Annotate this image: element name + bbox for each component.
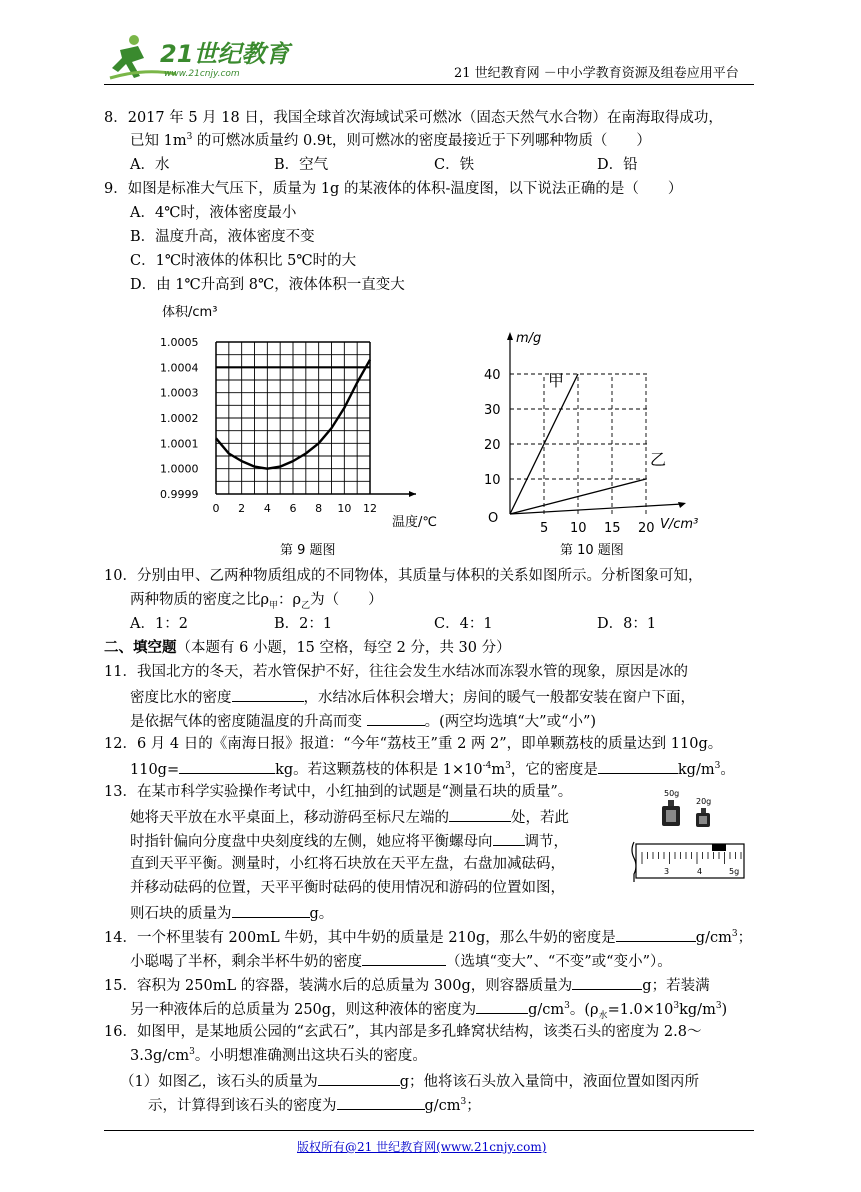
x-tick-label: 10 xyxy=(337,502,352,515)
q10-line1: 10．分别由甲、乙两种物质组成的不同物体，其质量与体积的关系如图所示。分析图象可知， xyxy=(104,568,703,584)
q13-line3: 时指针偏向分度盘中央刻度线的左侧，她应将平衡螺母向 调节， xyxy=(130,830,568,852)
y-axis-label: m/g xyxy=(516,331,542,346)
figure-9-chart xyxy=(150,298,437,560)
q8-line2: 已知 $1m^3$ 的可燃冰质量约 0.9t，则可燃冰的密度最接近于下列哪种物质（ ） xyxy=(130,132,651,149)
footer-copyright-link[interactable]: 版权所有@21 世纪教育网(www.21cnjy.com) xyxy=(297,1140,547,1154)
y-tick-label: 10 xyxy=(484,473,501,488)
x-axis-arrow xyxy=(409,491,416,497)
x-tick-label: 2 xyxy=(238,502,246,515)
q13-line2: 她将天平放在水平桌面上，移动游码至标尺左端的 处，若此 xyxy=(130,806,569,828)
q11-line3: 是依据气体的密度随温度的升高而变 。(两空均选填“大”或“小”) xyxy=(130,710,596,732)
q10-line2: 两种物质的密度之比$\rho_甲$：$\rho_乙$为（ ） xyxy=(130,592,383,611)
q13-line6: 则石块的质量为 g。 xyxy=(130,902,333,924)
footer-rule xyxy=(104,1130,754,1131)
fig10-caption: 第 10 题图 xyxy=(560,543,624,558)
answer-blank[interactable] xyxy=(232,902,310,918)
q8-option-c: C．铁 xyxy=(434,157,475,173)
x-tick-label: 6 xyxy=(289,502,297,515)
q16-line2: $3.3g/cm^3$。小明想准确测出这块石头的密度。 xyxy=(130,1047,427,1064)
y-tick-label: 1.0003 xyxy=(160,386,199,400)
weight-50g-icon xyxy=(662,789,680,826)
x-tick-label: 10 xyxy=(570,521,587,536)
x-axis-arrow xyxy=(678,502,686,508)
x-tick-label: 0 xyxy=(212,502,220,515)
q12-line2: 110g= kg。若这颗荔枝的体积是 $1\times 10^{-4}m^3$，它的密度是 $kg/m^3$。 xyxy=(130,758,735,780)
q9-option-c: C．1℃时液体的体积比 5℃时的大 xyxy=(130,253,357,269)
answer-blank[interactable] xyxy=(449,806,511,822)
y-axis-arrow xyxy=(507,332,513,340)
answer-blank[interactable] xyxy=(598,758,678,774)
fig9-y-axis-label: 体积/cm³ xyxy=(162,305,218,320)
q13-line4: 直到天平平衡。测量时，小红将石块放在天平左盘，右盘加减砝码， xyxy=(130,856,565,872)
fig9-x-axis-label: 温度/℃ xyxy=(392,515,437,530)
svg-text:5g: 5g xyxy=(729,867,740,876)
q16-line4: 示，计算得到该石头的密度为 $g/cm^3$； xyxy=(148,1094,481,1116)
q11-line1: 11．我国北方的冬天，若水管保护不好，往往会发生水结冰而冻裂水管的现象，原因是冰的 xyxy=(104,664,688,680)
rider-marker xyxy=(712,844,726,851)
header-rule xyxy=(104,84,754,85)
y-tick-label: 30 xyxy=(484,403,501,418)
q9-option-a: A．4℃时，液体密度最小 xyxy=(130,205,297,221)
q14-line2: 小聪喝了半杯，剩余半杯牛奶的密度 （选填“变大”、“不变”或“变小”）。 xyxy=(130,950,672,972)
fig9-caption: 第 9 题图 xyxy=(280,543,336,558)
q9-stem: 9．如图是标准大气压下，质量为 1g 的某液体的体积-温度图，以下说法正确的是（ ） xyxy=(104,181,683,197)
answer-blank[interactable] xyxy=(179,758,275,774)
q8-line1: 8．2017 年 5 月 18 日，我国全球首次海域试采可燃冰（固态天然气水合物）在南海取得成功， xyxy=(104,110,723,126)
svg-text:50g: 50g xyxy=(664,789,680,798)
y-tick-label: 1.0005 xyxy=(160,336,199,349)
x-axis xyxy=(510,504,682,514)
answer-blank[interactable] xyxy=(476,998,528,1014)
svg-text:3: 3 xyxy=(664,867,670,876)
logo xyxy=(104,28,290,84)
q10-option-a: A．1：2 xyxy=(130,616,188,632)
x-tick-label: 15 xyxy=(604,521,621,536)
q15-line1: 15．容积为 250mL 的容器，装满水后的总质量为 300g，则容器质量为 g；若装满 xyxy=(104,974,710,996)
x-tick-label: 4 xyxy=(263,502,271,515)
y-tick-label: 1.0001 xyxy=(160,437,199,451)
y-tick-label: 40 xyxy=(484,368,501,383)
q12-line1: 12．6 月 4 日的《南海日报》报道：“今年“荔枝王”重 2 两 2”，即单颗荔枝的质量达到 110g。 xyxy=(104,736,723,752)
q16-line1: 16．如图甲，是某地质公园的“玄武石”，其内部是多孔蜂窝状结构，该类石头的密度为 2.8～ xyxy=(104,1024,702,1040)
logo-url: www.21cnjy.com xyxy=(164,69,240,79)
x-tick-label: 5 xyxy=(540,521,549,536)
x-tick-label: 8 xyxy=(315,502,323,515)
answer-blank[interactable] xyxy=(493,830,525,846)
y-tick-label: 1.0000 xyxy=(160,462,199,476)
q8-option-a: A．水 xyxy=(130,157,170,173)
y-tick-label: 1.0002 xyxy=(160,412,199,425)
q13-line5: 并移动砝码的位置，天平平衡时砝码的使用情况和游码的位置如图， xyxy=(130,880,565,896)
q16-line3: （1）如图乙，该石头的质量为 g；他将该石头放入量筒中，液面位置如图丙所 xyxy=(120,1070,699,1092)
q9-option-d: D．由 1℃升高到 8℃，液体体积一直变大 xyxy=(130,277,405,293)
q11-line2: 密度比水的密度 ，水结冰后体积会增大；房间的暖气一般都安装在窗户下面， xyxy=(130,686,695,708)
y-tick-label: 20 xyxy=(484,438,501,453)
answer-blank[interactable] xyxy=(318,1070,400,1086)
answer-blank[interactable] xyxy=(232,686,304,702)
q10-option-d: D．8：1 xyxy=(597,616,657,632)
q8-option-b: B．空气 xyxy=(274,157,329,173)
answer-blank[interactable] xyxy=(367,710,425,726)
q14-line1: 14．一个杯里装有 200mL 牛奶，其中牛奶的质量是 210g，那么牛奶的密度是 $g/cm^3$； xyxy=(104,926,752,948)
logo-text: 21世纪教育 xyxy=(160,40,290,68)
series-label: 乙 xyxy=(650,450,667,469)
q10-option-b: B．2：1 xyxy=(274,616,333,632)
x-tick-label: 20 xyxy=(638,521,655,536)
q8-option-d: D．铅 xyxy=(597,157,638,173)
balance-figure xyxy=(628,786,750,896)
figure-10-chart xyxy=(470,324,720,560)
y-tick-label: 0.9999 xyxy=(160,488,199,501)
answer-blank[interactable] xyxy=(572,974,642,990)
section-2-heading: 二、填空题（本题有 6 小题，15 空格，每空 2 分，共 30 分） xyxy=(104,639,511,656)
q13-line1: 13．在某市科学实验操作考试中，小红抽到的试题是“测量石块的质量”。 xyxy=(104,784,573,800)
answer-blank[interactable] xyxy=(337,1094,425,1110)
x-axis-label: V/cm³ xyxy=(660,517,699,532)
x-tick-label: 12 xyxy=(363,502,377,515)
slider-scale xyxy=(632,842,744,882)
series-label: 甲 xyxy=(548,371,565,390)
q15-line2: 另一种液体后的总质量为 250g，则这种液体的密度为 $g/cm^3$。$(\rho_水=1.0\times 10^3kg/m^3)$ xyxy=(130,998,727,1020)
origin-label: O xyxy=(488,511,499,526)
header-title: 21 世纪教育网 －中小学教育资源及组卷应用平台 xyxy=(454,66,739,81)
q9-option-b: B．温度升高，液体密度不变 xyxy=(130,229,315,245)
y-tick-label: 1.0004 xyxy=(160,361,199,375)
svg-text:4: 4 xyxy=(697,867,703,876)
q10-option-c: C．4：1 xyxy=(434,616,493,632)
svg-text:20g: 20g xyxy=(696,797,712,806)
answer-blank[interactable] xyxy=(616,926,696,942)
answer-blank[interactable] xyxy=(362,950,446,966)
